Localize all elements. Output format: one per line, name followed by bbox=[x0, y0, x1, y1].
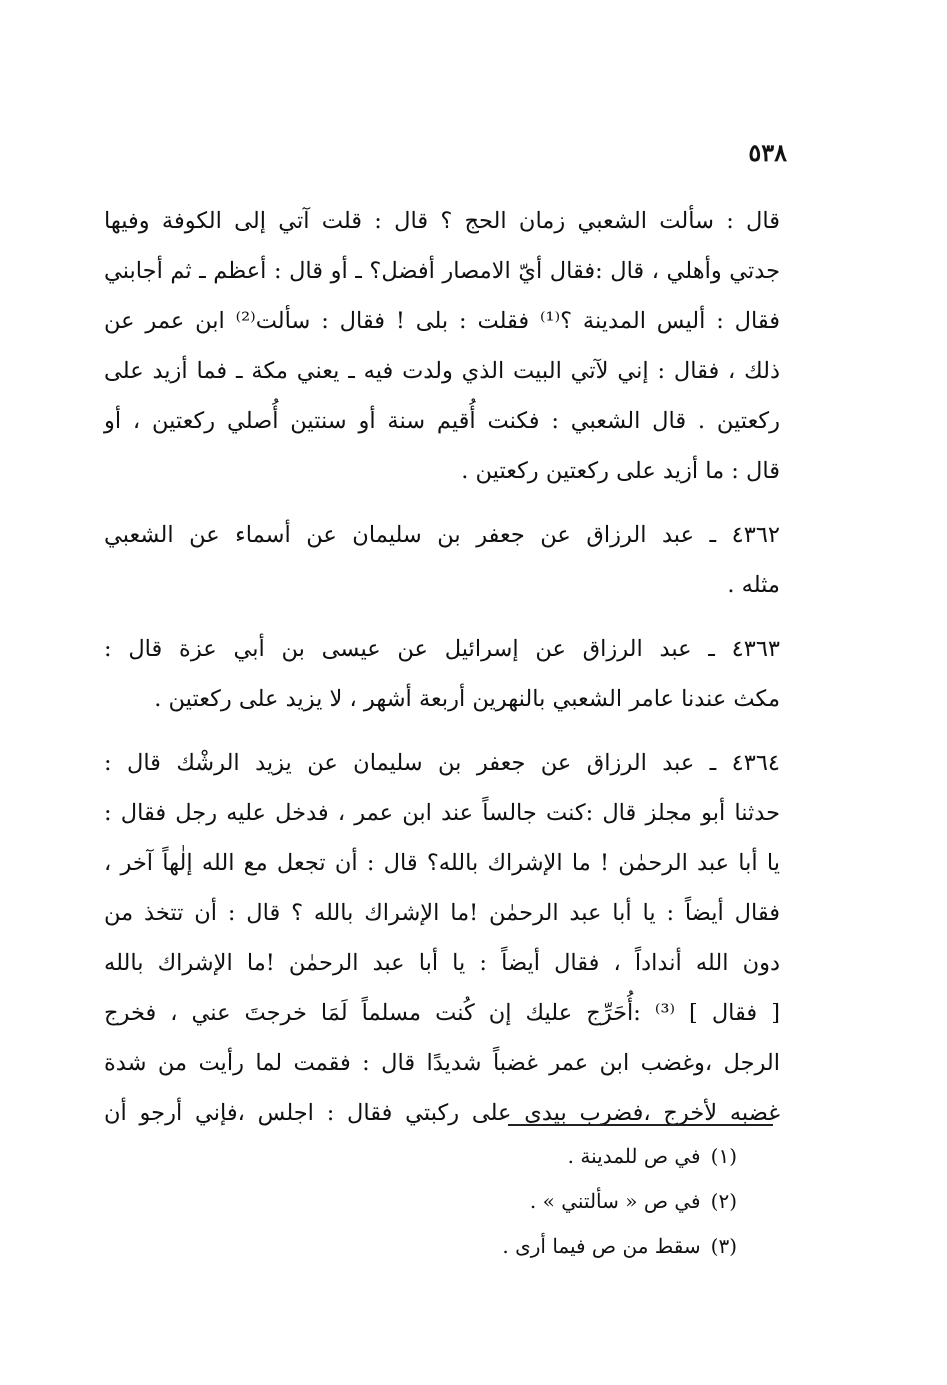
text-line: ذلك ، فقال : إني لآتي البيت الذي ولدت فيه ـ يعني مكة ـ فما أزيد على bbox=[104, 358, 780, 384]
footnote-number: (٣) bbox=[710, 1234, 737, 1258]
paragraph-4364 bbox=[104, 738, 780, 1138]
text-line: قال : ما أزيد على ركعتين ركعتين . bbox=[461, 458, 780, 484]
footnote-text: سقط من ص فيما أرى . bbox=[502, 1234, 701, 1258]
footnote-text: في ص للمدينة . bbox=[567, 1144, 701, 1168]
footnote-number: (٢) bbox=[710, 1189, 737, 1213]
text-line: ٤٣٦٤ ـ عبد الرزاق عن جعفر بن سليمان عن يزيد الرشْك قال : bbox=[104, 750, 780, 776]
paragraph-4363 bbox=[104, 624, 780, 724]
footnote-2 bbox=[502, 1179, 737, 1224]
text-line: [ فقال ] ⁽³⁾ :أُحَرِّج عليك إن كُنت مسلماً لَمَا خرجتَ عني ، فخرج bbox=[104, 1000, 780, 1026]
text-line: جدتي وأهلي ، قال :فقال أيّ الامصار أفضل؟ ـ أو قال : أعظم ـ ثم أجابني bbox=[104, 258, 780, 284]
text-line: ٤٣٦٣ ـ عبد الرزاق عن إسرائيل عن عيسى بن أبي عزة قال : bbox=[104, 636, 780, 662]
footnote-divider bbox=[508, 1124, 773, 1126]
text-line: يا أبا عبد الرحمٰن ! ما الإشراك بالله؟ قال : أن تجعل مع الله إلٰهاً آخر ، bbox=[104, 850, 780, 876]
text-line: حدثنا أبو مجلز قال :كنت جالساً عند ابن عمر ، فدخل عليه رجل فقال : bbox=[104, 800, 780, 826]
page-number: ٥٣٨ bbox=[748, 138, 787, 167]
footnote-number: (١) bbox=[710, 1144, 737, 1168]
footnote-3 bbox=[502, 1224, 737, 1269]
footnotes bbox=[502, 1134, 737, 1269]
main-text bbox=[104, 196, 780, 1138]
footnote-1 bbox=[502, 1134, 737, 1179]
text-line: فقال : أليس المدينة ؟⁽¹⁾ فقلت : بلى ! فقال : سألت⁽²⁾ ابن عمر عن bbox=[104, 308, 781, 334]
paragraph-intro bbox=[104, 196, 780, 496]
text-line: مكث عندنا عامر الشعبي بالنهرين أربعة أشهر ، لا يزيد على ركعتين . bbox=[154, 686, 780, 712]
text-line: دون الله أنداداً ، فقال أيضاً : يا أبا عبد الرحمٰن !ما الإشراك بالله bbox=[104, 950, 780, 976]
text-line: فقال أيضاً : يا أبا عبد الرحمٰن !ما الإشراك بالله ؟ قال : أن تتخذ من bbox=[104, 900, 780, 926]
text-line: ٤٣٦٢ ـ عبد الرزاق عن جعفر بن سليمان عن أسماء عن الشعبي bbox=[104, 522, 780, 548]
paragraph-4362 bbox=[104, 510, 780, 610]
text-line: غضبه لأخرج ،فضرب بيدي على ركبتي فقال : اجلس ،فإني أرجو أن bbox=[104, 1100, 780, 1126]
text-line: قال : سألت الشعبي زمان الحج ؟ قال : قلت آتي إلى الكوفة وفيها bbox=[104, 208, 780, 234]
text-line: مثله . bbox=[727, 572, 780, 598]
text-line: ركعتين . قال الشعبي : فكنت أُقيم سنة أو سنتين أُصلي ركعتين ، أو bbox=[104, 408, 780, 434]
footnote-text: في ص « سألتني » . bbox=[529, 1189, 701, 1213]
text-line: الرجل ،وغضب ابن عمر غضباً شديدًا قال : فقمت لما رأيت من شدة bbox=[104, 1050, 780, 1076]
